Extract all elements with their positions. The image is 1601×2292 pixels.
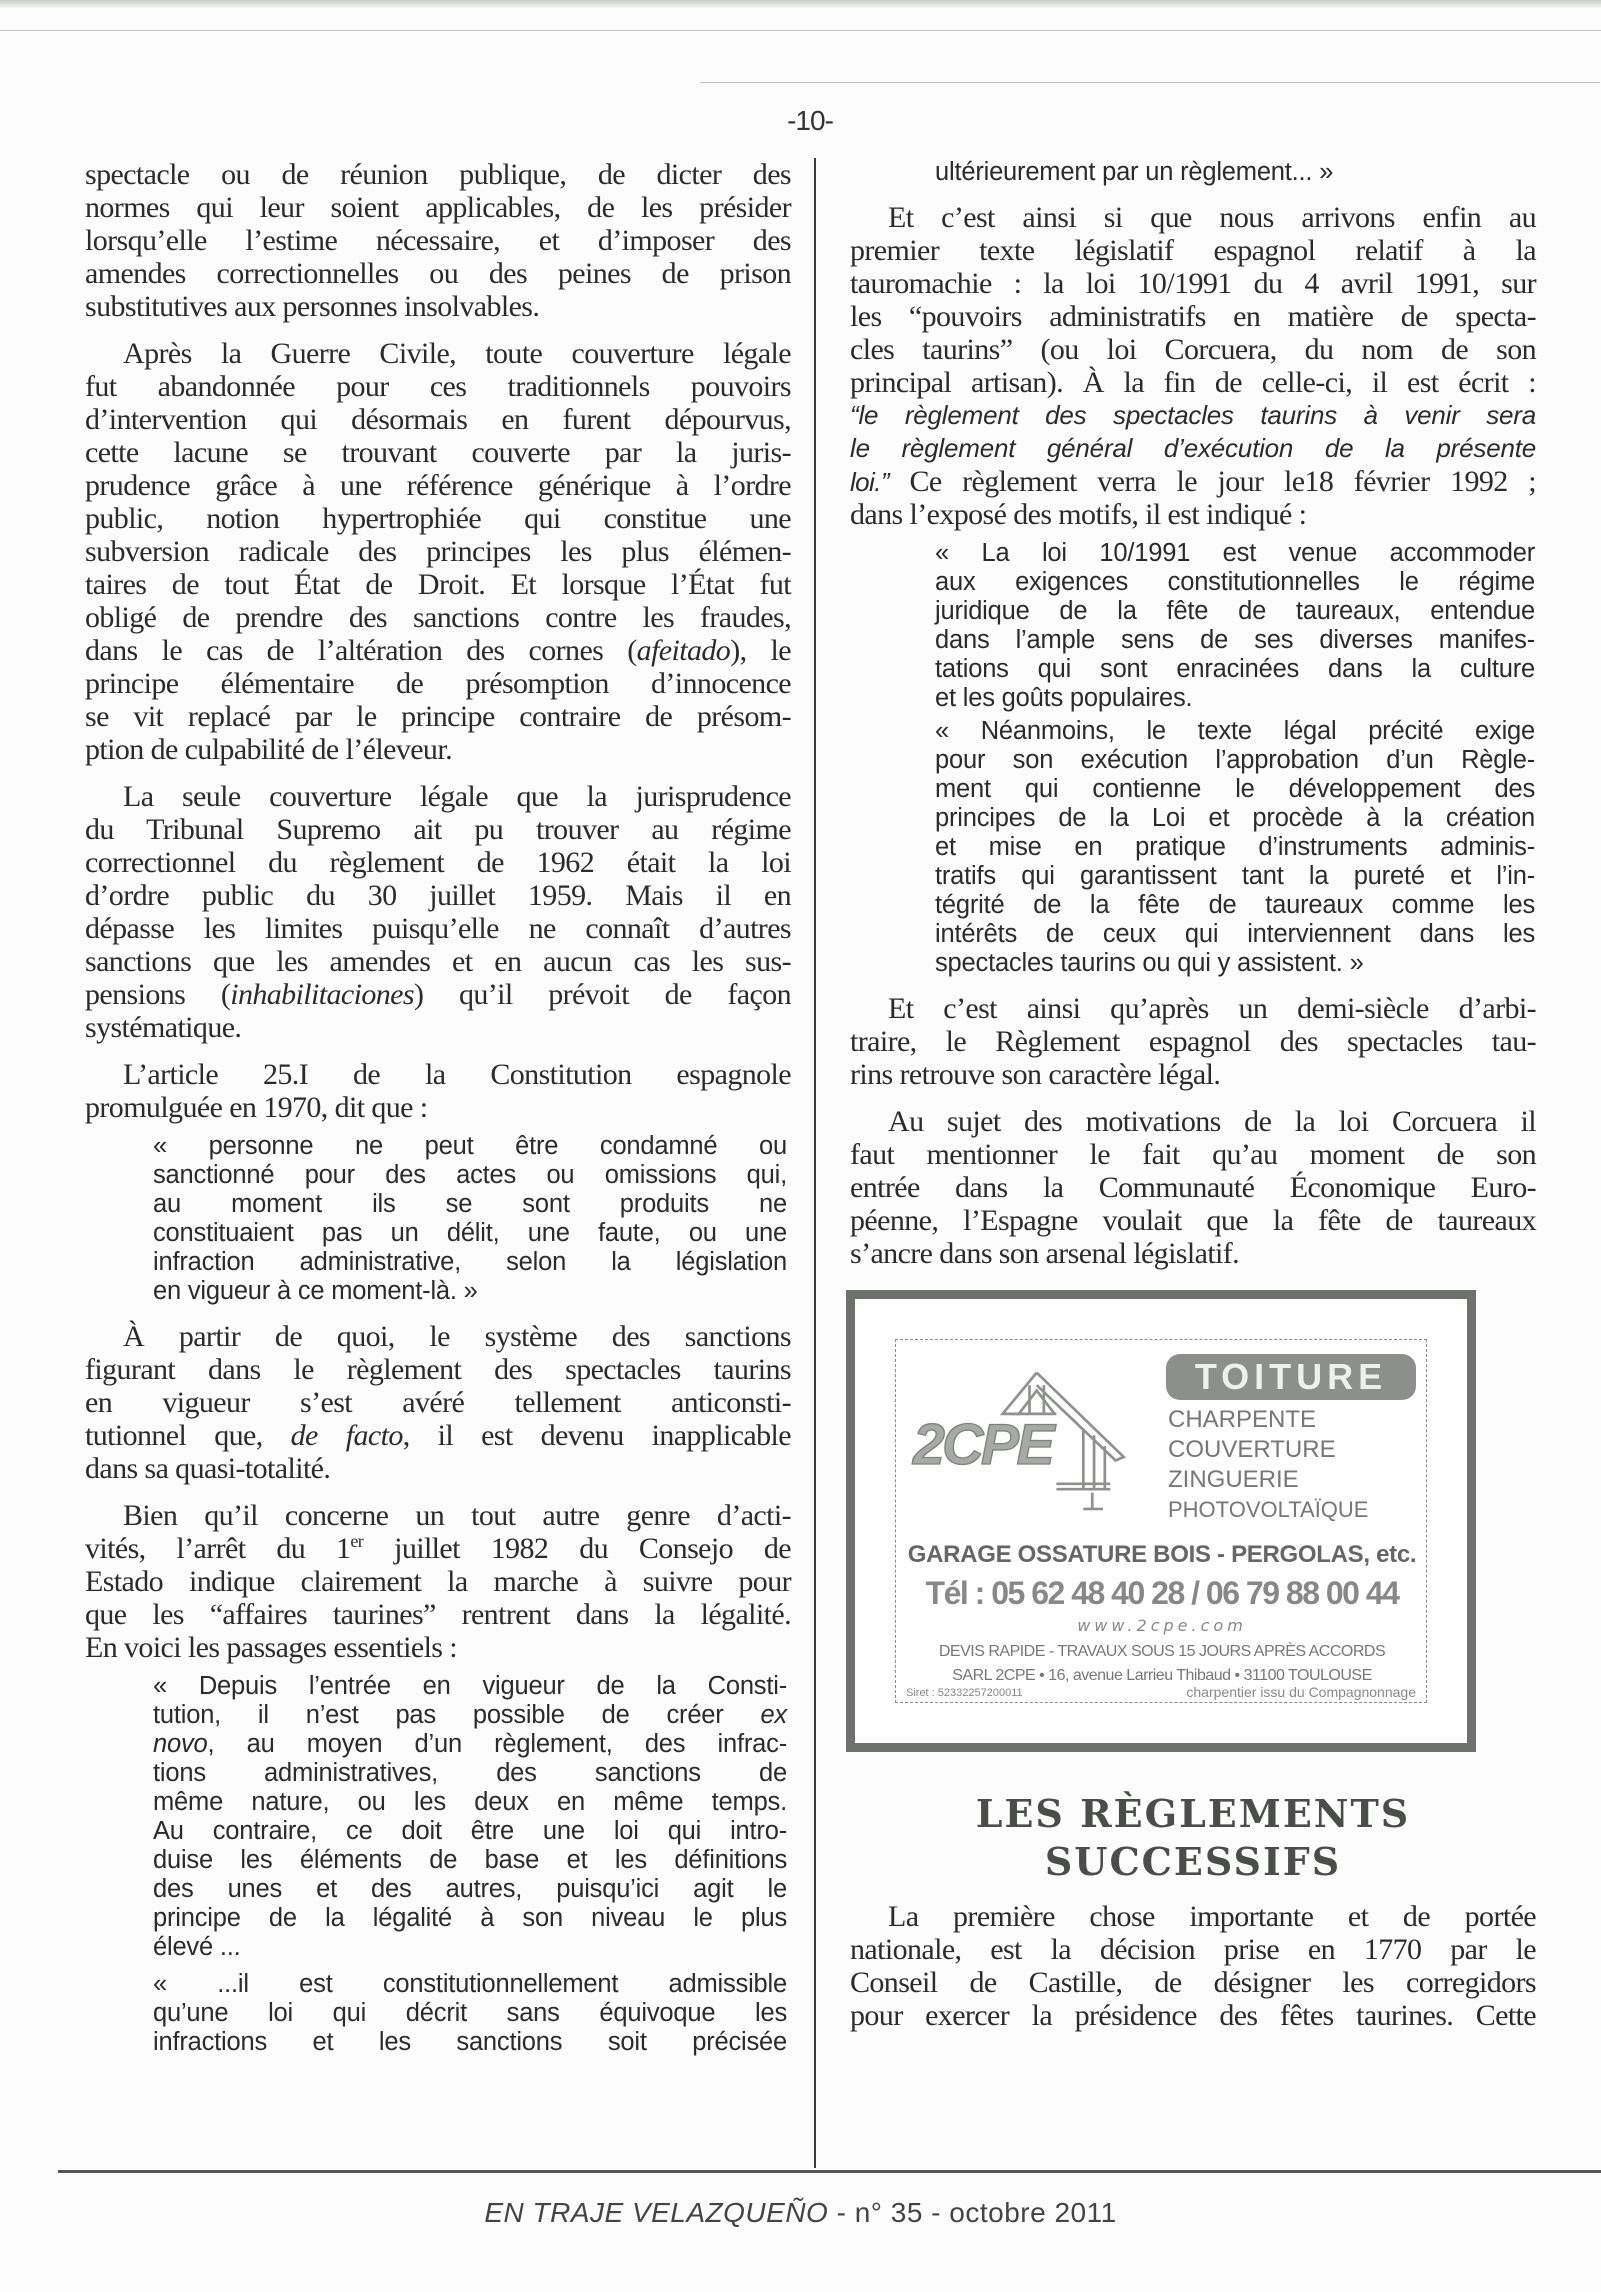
paragraph	[85, 158, 791, 323]
heading-line: SUCCESSIFS	[1044, 1839, 1342, 1884]
publication-title: EN TRAJE VELAZQUEÑO	[484, 2197, 829, 2228]
text-line: se vit replacé par le principe contraire de présom-	[85, 700, 791, 733]
italic-term: afeitado	[636, 634, 731, 667]
text-line: pour exercer la présidence des fêtes taurines. Cette	[850, 1999, 1536, 2032]
right-column	[850, 158, 1536, 2032]
text-line: et mise en pratique d’instruments adminis-	[935, 833, 1535, 861]
paragraph	[850, 992, 1536, 1091]
text-line	[85, 978, 791, 1011]
text-line: en vigueur s’est avéré tellement anticonsti-	[85, 1386, 791, 1419]
wall-studs	[1083, 1430, 1105, 1488]
text-line: péenne, l’Espagne voulait que la fête de taureaux	[850, 1204, 1536, 1237]
text-line	[85, 1532, 791, 1565]
text-line	[85, 1419, 791, 1452]
text-line: substitutives aux personnes insolvables.	[85, 290, 540, 323]
text-line	[153, 1701, 787, 1730]
text-run: ) qu’il prévoit de façon	[413, 978, 791, 1011]
advertisement	[846, 1290, 1476, 1752]
text-line: correctionnel du règlement de 1962 était la loi	[85, 846, 791, 879]
logo-text: 2CPE	[912, 1413, 1053, 1478]
text-line: Au sujet des motivations de la loi Corcuera il	[888, 1105, 1536, 1138]
text-line: Après la Guerre Civile, toute couverture légale	[123, 337, 791, 370]
paragraph	[85, 337, 791, 766]
italic-term: de facto	[290, 1419, 403, 1452]
text-line: ultérieurement par un règlement... »	[935, 158, 1334, 186]
text-line: dans l’ample sens de ses diverses manifes-	[935, 626, 1535, 654]
text-line: cles taurins” (ou loi Corcuera, du nom de son	[850, 333, 1536, 366]
text-line: « personne ne peut être condamné ou	[153, 1132, 787, 1160]
quote-block	[153, 1672, 787, 1962]
text-line: Au contraire, ce doit être une loi qui intro-	[153, 1817, 787, 1845]
text-line: le règlement général d’exécution de la présente	[850, 433, 1536, 463]
text-line: et les goûts populaires.	[935, 684, 1193, 712]
2cpe-logo	[904, 1354, 1164, 1524]
text-run: tution, il n’est pas possible de créer	[153, 1701, 761, 1729]
text-run: tutionnel que,	[85, 1419, 291, 1452]
text-line: au moment ils se sont produits ne	[153, 1190, 787, 1218]
text-line: élevé ...	[153, 1933, 241, 1961]
footer-rule	[58, 2170, 1601, 2173]
text-line: tauromachie : la loi 10/1991 du 4 avril 1991, sur	[850, 267, 1536, 300]
text-line: rins retrouve son caractère légal.	[850, 1058, 1221, 1091]
quote-block	[153, 1132, 787, 1306]
text-line: aux exigences constitutionnelles le régime	[935, 568, 1535, 596]
text-line: amendes correctionnelles ou des peines de prison	[85, 257, 791, 290]
text-line: fut abandonnée pour ces traditionnels pouvoirs	[85, 370, 791, 403]
text-line: À partir de quoi, le système des sanctions	[123, 1320, 791, 1353]
text-line: obligé de prendre des sanctions contre les fraudes,	[85, 601, 791, 634]
text-line: lorsqu’elle l’estime nécessaire, et d’imposer des	[85, 224, 791, 257]
text-line: figurant dans le règlement des spectacles taurins	[85, 1353, 791, 1386]
text-line: du Tribunal Supremo ait pu trouver au régime	[85, 813, 791, 846]
text-line: en vigueur à ce moment-là. »	[153, 1277, 478, 1305]
page-number: -10-	[787, 105, 833, 136]
superscript: er	[350, 1531, 364, 1551]
quote-block	[153, 1970, 787, 2057]
text-line: duise les éléments de base et les définitions	[153, 1846, 787, 1874]
text-line: entrée dans la Communauté Économique Euro-	[850, 1171, 1536, 1204]
text-run: pensions (	[85, 978, 231, 1011]
italic-term: ex	[760, 1701, 787, 1729]
scan-artifact-line	[700, 82, 1600, 83]
text-line: des unes et des autres, puisqu’ici agit le	[153, 1875, 787, 1903]
column-divider	[814, 158, 816, 2168]
text-line: même nature, ou les deux en même temps.	[153, 1788, 787, 1816]
text-run: Ce règlement verra le jour le18 février 1992 ;	[888, 465, 1536, 498]
text-line	[850, 465, 1536, 498]
paragraph	[85, 1499, 791, 1664]
text-line: dépasse les limites puisqu’elle ne connaît d’autres	[85, 912, 791, 945]
text-line: La seule couverture légale que la jurisprudence	[123, 780, 791, 813]
ad-address: SARL 2CPE • 16, avenue Larrieu Thibaud • 31100 TOULOUSE	[952, 1667, 1372, 1684]
paragraph	[85, 1320, 791, 1485]
text-line: Et c’est ainsi qu’après un demi-siècle d’arbi-	[888, 992, 1536, 1025]
text-line: dans sa quasi-totalité.	[85, 1452, 331, 1485]
text-line: La première chose importante et de portée	[888, 1900, 1536, 1933]
text-line: principe élémentaire de présomption d’innocence	[85, 667, 791, 700]
italic-term: inhabilitaciones	[230, 978, 414, 1011]
text-line	[153, 1730, 787, 1759]
scan-edge	[0, 0, 1601, 8]
text-line: “le règlement des spectacles taurins à venir sera	[850, 400, 1536, 430]
text-run: , il est devenu inapplicable	[402, 1419, 791, 1452]
text-line: principes de la Loi et procède à la création	[935, 804, 1535, 832]
text-line: intérêts de ceux qui interviennent dans les	[935, 920, 1535, 948]
ad-inner-frame	[895, 1339, 1427, 1703]
text-line: premier texte législatif espagnol relatif à la	[850, 234, 1536, 267]
text-line: Et c’est ainsi si que nous arrivons enfin au	[888, 201, 1536, 234]
text-line: principal artisan). À la fin de celle-ci, il est écrit :	[850, 366, 1536, 399]
service-item: CHARPENTE	[1168, 1406, 1317, 1433]
ad-phone: Tél : 05 62 48 40 28 / 06 79 88 00 44	[925, 1575, 1399, 1611]
text-line: L’article 25.I de la Constitution espagnole	[123, 1058, 791, 1091]
text-line: juridique de la fête de taureaux, entendue	[935, 597, 1535, 625]
italic-term: novo	[153, 1730, 208, 1758]
text-line: Conseil de Castille, de désigner les corregidors	[850, 1966, 1536, 1999]
text-line: normes qui leur soient applicables, de les présider	[85, 191, 791, 224]
text-line: « Néanmoins, le texte légal précité exige	[935, 717, 1535, 745]
text-line: ment qui contienne le développement des	[935, 775, 1535, 803]
text-line: que les “affaires taurines” rentrent dans la légalité.	[85, 1598, 791, 1631]
paragraph	[850, 201, 1536, 531]
toiture-banner: TOITURE	[1166, 1354, 1416, 1400]
text-line: pour son exécution l’approbation d’un Règle-	[935, 746, 1535, 774]
text-line: constituaient pas un délit, une faute, ou une	[153, 1219, 787, 1247]
text-line: traire, le Règlement espagnol des spectacles tau-	[850, 1025, 1536, 1058]
service-item: ZINGUERIE	[1168, 1466, 1299, 1493]
quote-block	[935, 539, 1535, 713]
text-line: cette lacune se trouvant couverte par la juris-	[85, 436, 791, 469]
text-line: ption de culpabilité de l’éleveur.	[85, 733, 452, 766]
quote-block	[935, 717, 1535, 978]
text-line: systématique.	[85, 1011, 242, 1044]
text-line: qu’une loi qui décrit sans équivoque les	[153, 1999, 787, 2027]
ad-website: www.2cpe.com	[1077, 1616, 1247, 1635]
text-line: dans l’exposé des motifs, il est indiqué :	[850, 498, 1307, 531]
left-column	[85, 158, 791, 2057]
text-run: ), le	[730, 634, 791, 667]
ad-tagline: charpentier issu du Compagnonnage	[1186, 1684, 1416, 1700]
ad-devis-line: DEVIS RAPIDE - TRAVAUX SOUS 15 JOURS APRÈS ACCORDS	[938, 1643, 1386, 1660]
foundation	[1083, 1493, 1103, 1509]
paragraph	[850, 1105, 1536, 1270]
text-line: « Depuis l’entrée en vigueur de la Consti-	[153, 1672, 787, 1700]
text-line: infraction administrative, selon la législation	[153, 1248, 787, 1276]
paragraph	[85, 1058, 791, 1124]
heading-line: LES RÈGLEMENTS	[975, 1791, 1411, 1836]
section-heading	[850, 1790, 1536, 1886]
text-line: d’ordre public du 30 juillet 1959. Mais il en	[85, 879, 791, 912]
text-line: « La loi 10/1991 est venue accommoder	[935, 539, 1535, 567]
text-line: s’ancre dans son arsenal législatif.	[850, 1237, 1240, 1270]
text-line: d’intervention qui désormais en furent dépourvus,	[85, 403, 791, 436]
text-line: tratifs qui garantissent tant la pureté et l’in-	[935, 862, 1535, 890]
service-item: COUVERTURE	[1168, 1436, 1336, 1463]
service-item: PHOTOVOLTAÏQUE	[1168, 1497, 1369, 1522]
scan-artifact-line	[0, 30, 1601, 31]
text-line: tions administratives, des sanctions de	[153, 1759, 787, 1787]
text-line: faut mentionner le fait qu’au moment de son	[850, 1138, 1536, 1171]
text-line: Bien qu’il concerne un tout autre genre d’acti-	[123, 1499, 791, 1532]
text-line: subversion radicale des principes les plus élémen-	[85, 535, 791, 568]
text-run: , au moyen d’un règlement, des infrac-	[207, 1730, 787, 1758]
text-line: taires de tout État de Droit. Et lorsque l’État fut	[85, 568, 791, 601]
issue-info: - n° 35 - octobre 2011	[828, 2197, 1117, 2228]
text-line: spectacle ou de réunion publique, de dicter des	[85, 158, 791, 191]
text-line: sanctionné pour des actes ou omissions qui,	[153, 1161, 787, 1189]
page-footer	[0, 2196, 1601, 2230]
text-line: « ...il est constitutionnellement admissible	[153, 1970, 787, 1998]
text-line: tégrité de la fête de taureaux comme les	[935, 891, 1535, 919]
text-line: infractions et les sanctions soit précisée	[153, 2028, 787, 2056]
text-line: prudence grâce à une référence générique à l’ordre	[85, 469, 791, 502]
text-run: vités, l’arrêt du 1	[85, 1532, 351, 1565]
text-line: principe de la légalité à son niveau le plus	[153, 1904, 787, 1932]
paragraph	[850, 1900, 1536, 2032]
text-line: public, notion hypertrophiée qui constitue une	[85, 502, 791, 535]
text-run: dans le cas de l’altération des cornes (	[85, 634, 637, 667]
italic-term: loi.”	[850, 467, 889, 497]
paragraph	[85, 780, 791, 1044]
text-line: nationale, est la décision prise en 1770 par le	[850, 1933, 1536, 1966]
text-line: promulguée en 1970, dit que :	[85, 1091, 428, 1124]
text-line: Estado indique clairement la marche à suivre pour	[85, 1565, 791, 1598]
ad-garage-line: GARAGE OSSATURE BOIS - PERGOLAS, etc.	[907, 1541, 1417, 1568]
text-run: juillet 1982 du Consejo de	[363, 1532, 791, 1565]
text-line	[85, 634, 791, 667]
text-line: En voici les passages essentiels :	[85, 1631, 458, 1664]
text-line: spectacles taurins ou qui y assistent. »	[935, 949, 1364, 977]
text-line: tations qui sont enracinées dans la culture	[935, 655, 1535, 683]
ad-siret: Siret : 52332257200011	[906, 1687, 1023, 1699]
text-line: sanctions que les amendes et en aucun cas les sus-	[85, 945, 791, 978]
quote-continuation	[935, 158, 1535, 187]
text-line: les “pouvoirs administratifs en matière de specta-	[850, 300, 1536, 333]
